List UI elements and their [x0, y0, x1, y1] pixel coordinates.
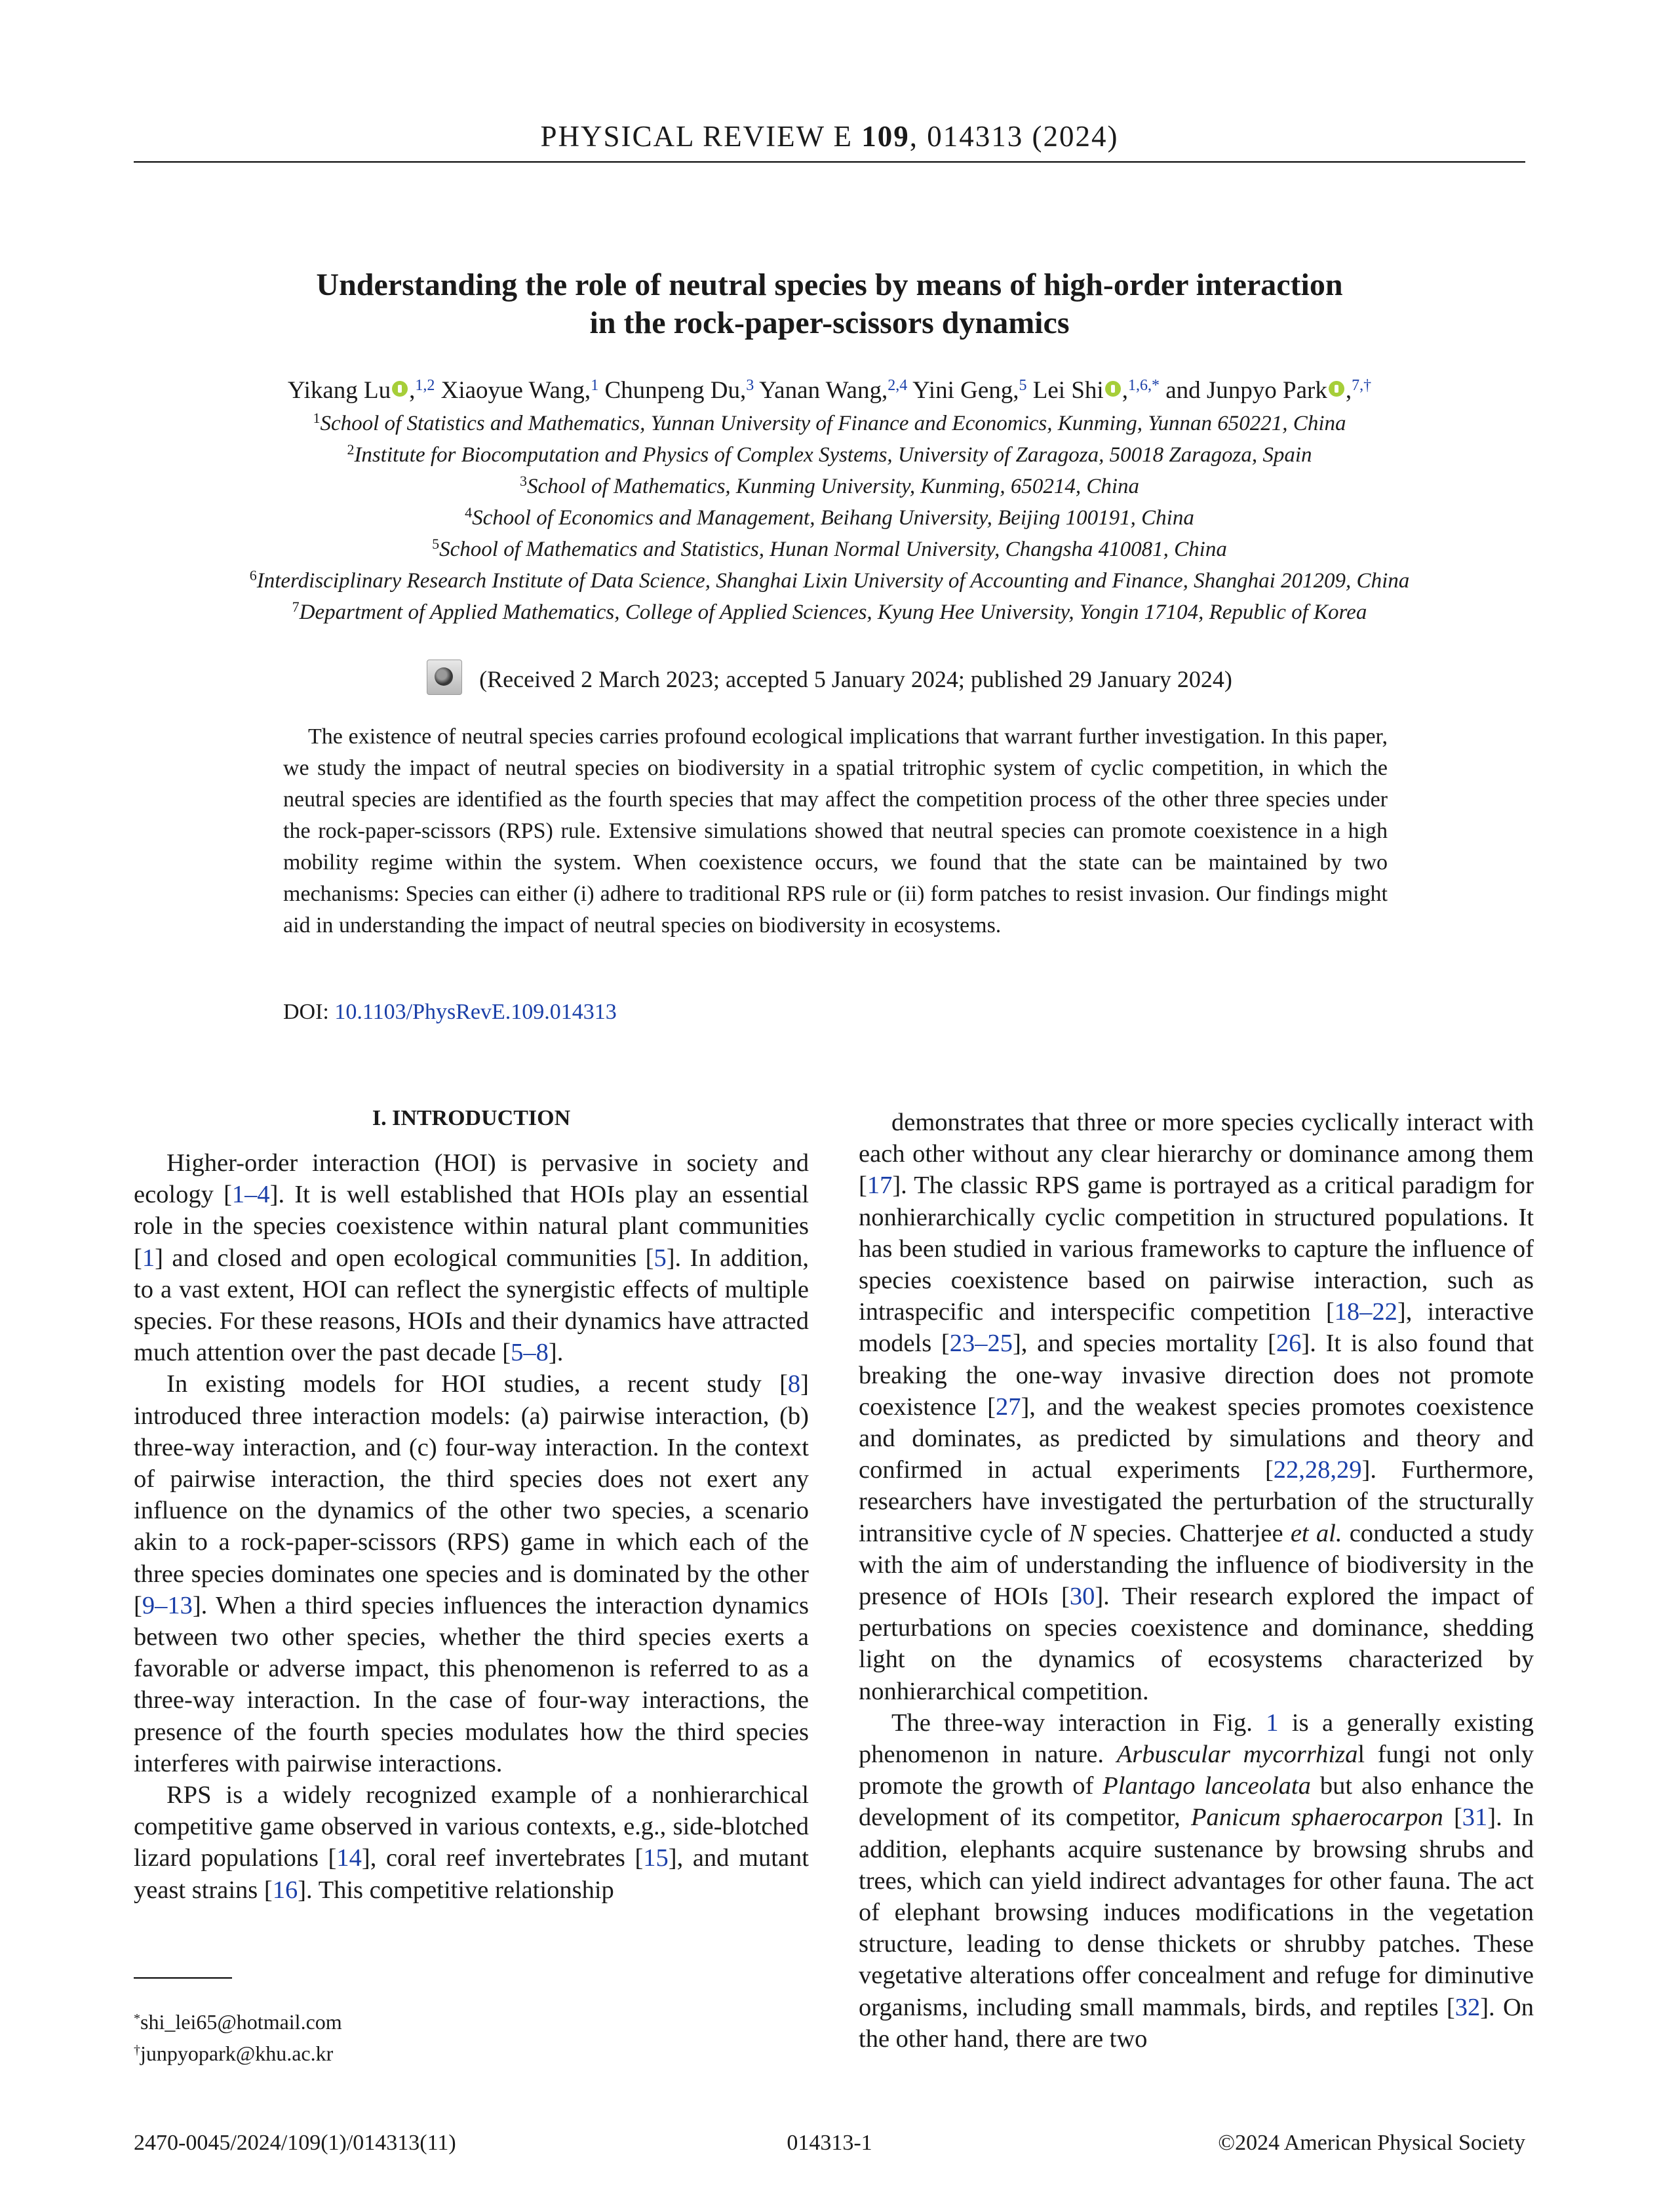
paragraph	[859, 1107, 1534, 1707]
text-run: is a generally existing phenomenon in nature.	[859, 1708, 1534, 1769]
affiliation-number: 2	[347, 441, 355, 458]
citation-link[interactable]: 15	[643, 1844, 669, 1872]
citation-link[interactable]: 26	[1276, 1330, 1302, 1358]
text-run: In existing models for HOI studies, a recent study [	[166, 1370, 788, 1398]
affiliation-text: School of Statistics and Mathematics, Yunnan University of Finance and Economics, Kunming, Yunnan 650221, China	[320, 412, 1346, 435]
text-run: ]. It is also found that breaking the one-way invasive direction does not promote coexistence [	[859, 1330, 1534, 1421]
author-affiliation-marks[interactable]: 5	[1019, 377, 1027, 394]
text-run: ], coral reef invertebrates [	[361, 1844, 644, 1872]
journal-header: PHYSICAL REVIEW E 109, 014313 (2024)	[540, 120, 1119, 153]
affiliation-number: 3	[519, 473, 527, 489]
footnote-mark: †	[134, 2043, 140, 2057]
citation-link[interactable]: 5–8	[511, 1339, 549, 1367]
citation-link[interactable]: 17	[867, 1172, 893, 1200]
footnotes	[134, 2006, 342, 2069]
italic-text: N	[1068, 1519, 1085, 1547]
text-run: ]. On the other hand, there are two	[859, 1993, 1534, 2053]
text-run: ]. Furthermore, researchers have investigated the perturbation of the structurally intransitive cycle of	[859, 1456, 1534, 1547]
text-run: ]. The classic RPS game is portrayed as a critical paradigm for nonhierarchically cyclic competition in structured populations. It has been studied in various frameworks to capture the influence of species coexistence based on pairwise interaction, such as intraspecific and interspecific competition [	[859, 1172, 1534, 1326]
title-line-2: in the rock-paper-scissors dynamics	[589, 306, 1070, 340]
paragraph	[134, 1147, 809, 1368]
author-name: Lei Shi	[1032, 377, 1104, 404]
italic-text: Plantago lanceolata	[1103, 1772, 1311, 1800]
author-list: Yikang Lu ,$^{1,2}$ Xiaoyue Wang,$^1$ Chunpeng Du,$^3$ Yanan Wang,$^{2,4}$ Yini Geng,$^5$ Lei Shi ,$^{1,6,*}$ and Junpyo Park ,$^{7,\dagger}$	[287, 377, 1372, 404]
page-footer	[134, 2131, 1525, 2160]
affiliation-text: Department of Applied Mathematics, College of Applied Sciences, Kyung Hee University, Yongin 17104, Republic of Korea	[299, 601, 1367, 624]
author-name: Junpyo Park	[1206, 377, 1327, 404]
affiliation-text: Interdisciplinary Research Institute of Data Science, Shanghai Lixin University of Accounting and Finance, Shanghai 201209, China	[256, 569, 1410, 593]
text-run: ]. Their research explored the impact of perturbations on species coexistence and dominance, shedding light on the dynamics of ecosystems characterized by nonhierarchical competition.	[859, 1583, 1534, 1705]
affiliation-number: 6	[249, 567, 257, 583]
text-run: RPS is a widely recognized example of a nonhierarchical competitive game observed in various contexts, e.g., side-blotched lizard populations [	[134, 1781, 809, 1872]
citation-link[interactable]: 5	[654, 1244, 667, 1272]
footnote-mark: *	[134, 2011, 140, 2026]
author-name: Yikang Lu	[287, 377, 391, 404]
text-run: ] and closed and open ecological communities [	[155, 1244, 654, 1272]
orcid-icon[interactable]	[1329, 381, 1344, 397]
footer-issn: 2470-0045/2024/109(1)/014313(11)	[134, 2131, 456, 2155]
footnote	[134, 2006, 342, 2038]
orcid-icon[interactable]	[392, 381, 408, 397]
paragraph	[859, 1707, 1534, 2055]
paragraph	[134, 1368, 809, 1779]
citation-link[interactable]: 16	[272, 1876, 298, 1904]
text-run: but also enhance the development of its competitor,	[859, 1772, 1534, 1832]
text-run: ]. When a third species influences the interaction dynamics between two other species, whether the third species exerts a favorable or adverse impact, this phenomenon is referred to as a three-way interaction. In the case of four-way interactions, the presence of the fourth species modulates how the third species interferes with pairwise interactions.	[134, 1591, 809, 1777]
text-run: ] introduced three interaction models: (a) pairwise interaction, (b) three-way interaction, and (c) four-way interaction. In the context of pairwise interaction, the third species does not exert any influence on the dynamics of the other two species, a scenario akin to a rock-paper-scissors (RPS) game in which each of the three species dominates one species and is dominated by the other [	[134, 1370, 809, 1619]
italic-text: et al.	[1290, 1519, 1342, 1547]
text-run: ], and the weakest species promotes coexistence and dominates, as predicted by simulations and theory and confirmed in actual experiments [	[859, 1392, 1534, 1484]
affiliation	[134, 471, 1525, 502]
text-run: [	[1443, 1804, 1462, 1832]
affiliation	[134, 597, 1525, 628]
doi-link[interactable]: 10.1103/PhysRevE.109.014313	[334, 1000, 617, 1024]
footer-page-number: 014313-1	[787, 2131, 872, 2155]
affiliation-text: School of Mathematics and Statistics, Hunan Normal University, Changsha 410081, China	[439, 538, 1227, 561]
affiliation-text: School of Economics and Management, Beihang University, Beijing 100191, China	[472, 506, 1194, 530]
author-affiliation-marks[interactable]: 2,4	[888, 377, 908, 394]
footnote-email[interactable]: shi_lei65@hotmail.com	[140, 2010, 342, 2034]
left-column	[134, 1103, 809, 1906]
title-line-1: Understanding the role of neutral species by means of high-order interaction	[316, 267, 1343, 302]
left-column-paragraphs	[134, 1147, 809, 1906]
text-run: ]. This competitive relationship	[298, 1876, 614, 1904]
affiliation-number: 7	[292, 599, 300, 615]
paragraph	[134, 1779, 809, 1906]
citation-link[interactable]: 1–4	[231, 1181, 270, 1209]
affiliation	[134, 439, 1525, 471]
text-run: ].	[548, 1339, 564, 1367]
italic-text: Arbuscular mycorrhiza	[1116, 1741, 1358, 1769]
text-run: ]. In addition, to a vast extent, HOI can reflect the synergistic effects of multiple species. For these reasons, HOIs and their dynamics have attracted much attention over the past decade [	[134, 1244, 809, 1367]
text-run: Higher-order interaction (HOI) is pervasive in society and ecology [	[134, 1149, 809, 1209]
affiliation-list	[134, 408, 1525, 628]
author-affiliation-marks[interactable]: 3	[746, 377, 754, 394]
affiliation-number: 5	[432, 536, 440, 552]
text-run: species. Chatterjee	[1085, 1519, 1291, 1547]
author-affiliation-marks[interactable]: 1,2	[415, 377, 435, 394]
author-name: Xiaoyue Wang,	[440, 377, 591, 404]
affiliation-number: 4	[465, 504, 473, 521]
author-name: Yini Geng,	[912, 377, 1019, 404]
citation-link[interactable]: 1	[1266, 1708, 1279, 1737]
footnote-rule	[134, 1977, 232, 1979]
right-column-paragraphs	[859, 1107, 1534, 2055]
text-run: ]. In addition, elephants acquire sustenance by browsing shrubs and trees, which can yield indirect advantages for other fauna. The act of elephant browsing induces modifications in the vegetation structure, leading to dense thickets or shrubby patches. These vegetative alterations offer concealment and refuge for diminutive organisms, including small mammals, birds, and reptiles [	[859, 1804, 1534, 2021]
citation-link[interactable]: 14	[336, 1844, 362, 1872]
text-run: The three-way interaction in Fig.	[891, 1708, 1266, 1737]
citation-link[interactable]: 32	[1454, 1993, 1481, 2021]
text-run: ], and species mortality [	[1012, 1330, 1276, 1358]
footnote-email[interactable]: junpyopark@khu.ac.kr	[140, 2042, 334, 2065]
citation-link[interactable]: 23–25	[949, 1330, 1013, 1358]
affiliation	[134, 534, 1525, 565]
text-run: conducted a study with the aim of understanding the influence of biodiversity in the presence of HOIs [	[859, 1519, 1534, 1611]
footnote	[134, 2038, 342, 2069]
italic-text: Panicum sphaerocarpon	[1190, 1804, 1443, 1832]
affiliation	[134, 502, 1525, 534]
orcid-icon[interactable]	[1105, 381, 1121, 397]
text-run: ]. It is well established that HOIs play an essential role in the species coexistence within natural plant communities [	[134, 1181, 809, 1272]
received-dates: (Received 2 March 2023; accepted 5 January 2024; published 29 January 2024)	[479, 666, 1232, 692]
section-heading: I. INTRODUCTION	[372, 1106, 571, 1130]
affiliation	[134, 565, 1525, 597]
affiliation-text: Institute for Biocomputation and Physics of Complex Systems, University of Zaragoza, 50018 Zaragoza, Spain	[354, 443, 1312, 467]
text-run: ], and mutant yeast strains [	[134, 1844, 809, 1904]
author-affiliation-marks[interactable]: 7,†	[1352, 377, 1372, 394]
author-name: Chunpeng Du,	[604, 377, 747, 404]
author-affiliation-marks[interactable]: 1	[591, 377, 599, 394]
abstract: The existence of neutral species carries profound ecological implications that warrant further investigation. In this paper, we study the impact of neutral species on biodiversity in a spatial tritrophic system of cyclic competition, in which the neutral species are identified as the fourth species that may affect the competition process of the other three species under the rock-paper-scissors (RPS) rule. Extensive simulations showed that neutral species can promote coexistence in a high mobility regime within the system. When coexistence occurs, we found that the state can be maintained by two mechanisms: Species can either (i) adhere to traditional RPS rule or (ii) form patches to resist invasion. Our findings might aid in understanding the impact of neutral species on biodiversity in ecosystems.	[283, 724, 1388, 938]
right-column	[859, 1107, 1534, 2055]
citation-link[interactable]: 31	[1462, 1804, 1488, 1832]
citation-link[interactable]: 8	[787, 1370, 801, 1398]
citation-link[interactable]: 27	[995, 1392, 1021, 1421]
citation-link[interactable]: 22,28,29	[1273, 1456, 1362, 1484]
affiliation-number: 1	[313, 410, 321, 426]
footer-copyright: ©2024 American Physical Society	[1218, 2131, 1525, 2155]
affiliation	[134, 408, 1525, 439]
article-title	[134, 266, 1525, 342]
citation-link[interactable]: 30	[1069, 1583, 1095, 1611]
doi-line: DOI: 10.1103/PhysRevE.109.014313	[283, 1000, 617, 1024]
citation-link[interactable]: 9–13	[142, 1591, 193, 1619]
text-run: ], interactive models [	[859, 1298, 1534, 1358]
affiliation-text: School of Mathematics, Kunming University, Kunming, 650214, China	[526, 475, 1140, 498]
author-affiliation-marks[interactable]: 1,6,*	[1127, 377, 1160, 394]
received-line	[134, 660, 1525, 695]
header-rule	[134, 161, 1525, 163]
citation-link[interactable]: 1	[142, 1244, 155, 1272]
crossmark-icon[interactable]	[427, 660, 462, 695]
citation-link[interactable]: 18–22	[1334, 1298, 1397, 1326]
author-name: Yanan Wang,	[759, 377, 888, 404]
text-run: l fungi not only promote the growth of	[859, 1741, 1534, 1800]
text-run: demonstrates that three or more species cyclically interact with each other without any clear hierarchy or dominance among them [	[859, 1109, 1534, 1200]
